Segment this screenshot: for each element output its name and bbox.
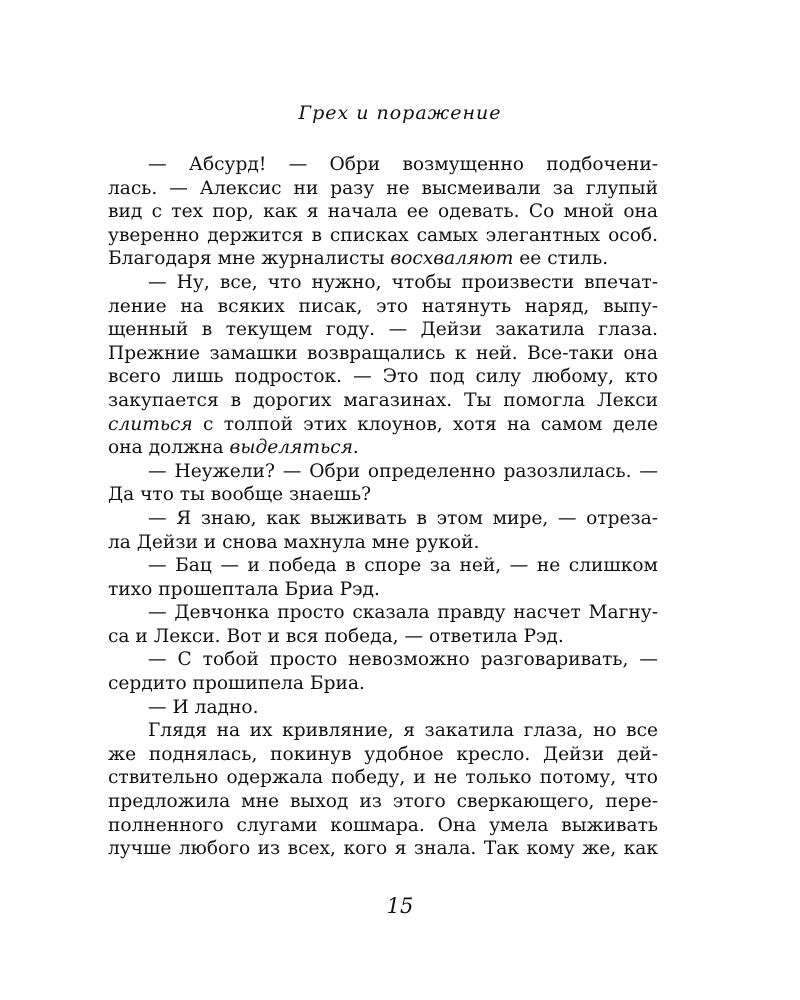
text-segment: — Я знаю, как выживать в этом мире, — отреза- bbox=[148, 507, 658, 529]
text-segment: ление на всяких писак, это натянуть наряд, выпу- bbox=[108, 295, 658, 317]
text-segment: — Девчонка просто сказала правду насчет Магну- bbox=[148, 602, 658, 624]
italic-text: выделяться bbox=[229, 437, 353, 459]
text-segment: — Бац — и победа в споре за ней, — не слишком bbox=[148, 555, 658, 577]
italic-text: слиться bbox=[108, 413, 193, 435]
text-line bbox=[108, 153, 658, 177]
text-line bbox=[108, 483, 658, 507]
text-segment: закупается в дорогих магазинах. Ты помогла Лекси bbox=[108, 389, 658, 411]
text-segment: са и Лекси. Вот и вся победа, — ответила Рэд. bbox=[108, 625, 564, 647]
text-segment: Благодаря мне журналисты bbox=[108, 248, 391, 270]
text-line bbox=[108, 578, 658, 602]
text-line bbox=[108, 318, 658, 342]
text-segment: тихо прошептала Бриа Рэд. bbox=[108, 578, 380, 600]
text-line bbox=[108, 177, 658, 201]
text-segment: же поднялась, покинув удобное кресло. Дейзи дей- bbox=[108, 743, 658, 765]
italic-text: восхваляют bbox=[390, 248, 514, 270]
text-segment: уверенно держится в списках самых элегантных особ. bbox=[108, 224, 658, 246]
text-segment: — И ладно. bbox=[148, 696, 259, 718]
text-segment: предложила мне выход из этого сверкающего, пере- bbox=[108, 791, 658, 813]
text-segment: Глядя на их кривляние, я закатила глаза, но все bbox=[148, 720, 658, 742]
text-line bbox=[108, 766, 658, 790]
text-segment: с толпой этих клоунов, хотя на самом деле bbox=[192, 413, 658, 435]
text-segment: Прежние замашки возвращались к ней. Все-таки она bbox=[108, 342, 658, 364]
text-segment: лучше любого из всех, кого я знала. Так кому же, как bbox=[108, 838, 658, 860]
text-segment: всего лишь подросток. — Это под силу любому, кто bbox=[108, 366, 658, 388]
text-line bbox=[108, 648, 658, 672]
text-line bbox=[108, 790, 658, 814]
body-text bbox=[108, 153, 658, 861]
text-line bbox=[108, 460, 658, 484]
text-line bbox=[108, 672, 658, 696]
text-line bbox=[108, 295, 658, 319]
text-line bbox=[108, 413, 658, 437]
text-line bbox=[108, 814, 658, 838]
text-segment: она должна bbox=[108, 437, 230, 459]
text-segment: — С тобой просто невозможно разговаривать, — bbox=[148, 649, 658, 671]
text-line bbox=[108, 743, 658, 767]
text-segment: вид с тех пор, как я начала ее одевать. Со мной она bbox=[108, 201, 658, 223]
text-line bbox=[108, 696, 658, 720]
text-segment: — Абсурд! — Обри возмущенно подбочени- bbox=[148, 154, 658, 175]
text-line bbox=[108, 342, 658, 366]
text-line bbox=[108, 271, 658, 295]
text-line bbox=[108, 389, 658, 413]
text-line bbox=[108, 554, 658, 578]
text-segment: — Неужели? — Обри определенно разозлилась. — bbox=[148, 460, 658, 482]
text-line bbox=[108, 224, 658, 248]
page-number: 15 bbox=[386, 894, 414, 918]
text-segment: — Ну, все, что нужно, чтобы произвести впечат- bbox=[148, 271, 658, 293]
text-segment: Да что ты вообще знаешь? bbox=[108, 484, 372, 506]
text-line bbox=[108, 625, 658, 649]
text-line bbox=[108, 719, 658, 743]
text-segment: . bbox=[352, 437, 359, 459]
running-head: Грех и поражение bbox=[298, 102, 502, 124]
text-line bbox=[108, 365, 658, 389]
text-segment: ла Дейзи и снова махнула мне рукой. bbox=[108, 531, 480, 553]
text-segment: щенный в текущем году. — Дейзи закатила глаза. bbox=[108, 319, 658, 341]
text-line bbox=[108, 507, 658, 531]
text-line bbox=[108, 200, 658, 224]
text-segment: сердито прошипела Бриа. bbox=[108, 673, 365, 695]
text-line bbox=[108, 837, 658, 861]
text-segment: ствительно одержала победу, и не только потому, что bbox=[108, 767, 658, 789]
text-line bbox=[108, 531, 658, 555]
text-segment: лась. — Алексис ни разу не высмеивали за глупый bbox=[108, 177, 658, 199]
text-line bbox=[108, 436, 658, 460]
text-segment: ее стиль. bbox=[513, 248, 609, 270]
text-line bbox=[108, 601, 658, 625]
text-segment: полненного слугами кошмара. Она умела выживать bbox=[108, 814, 658, 836]
text-line bbox=[108, 247, 658, 271]
